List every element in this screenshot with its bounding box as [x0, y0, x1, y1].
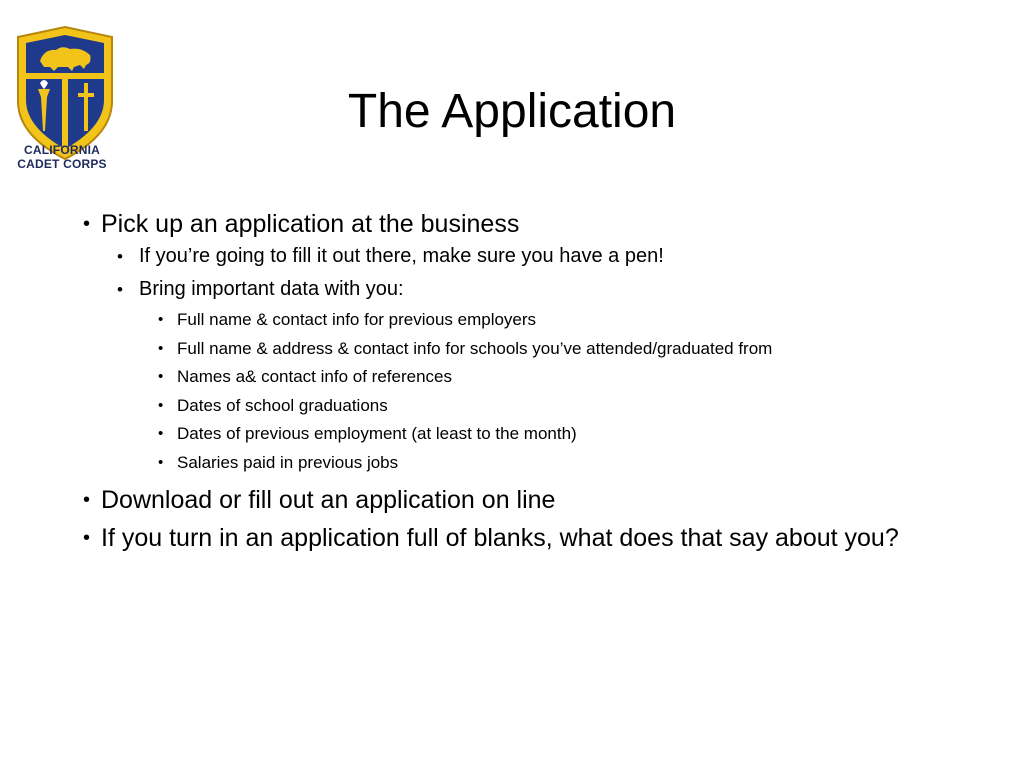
slide-title: The Application	[347, 85, 677, 138]
sub-sub-bullet-text: Names a& contact info of references	[177, 367, 452, 387]
sub-bullet-text: If you’re going to fill it out there, make sure you have a pen!	[139, 245, 664, 267]
sub-bullet-text: Bring important data with you:	[139, 278, 404, 300]
bullet-dot-icon: •	[158, 453, 164, 471]
sub-sub-bullet-text: Dates of school graduations	[177, 395, 388, 415]
sub-sub-bullet-text: Salaries paid in previous jobs	[177, 452, 399, 472]
bullet-dot-icon: •	[158, 311, 164, 328]
bullet-text: Pick up an application at the business	[101, 210, 520, 238]
bullet-dot-icon: •	[158, 368, 164, 386]
bullet-dot-icon: •	[117, 247, 123, 266]
slide-body	[80, 208, 940, 554]
sub-sub-bullet-item	[80, 449, 940, 478]
logo-caption-line2: CADET CORPS	[17, 157, 107, 171]
bullet-item	[80, 522, 940, 554]
bullet-dot-icon: •	[158, 396, 164, 414]
bullet-item	[80, 484, 940, 516]
bullet-dot-icon: •	[158, 339, 164, 357]
sub-sub-bullet-item	[80, 420, 940, 449]
bullet-dot-icon: •	[83, 488, 91, 511]
sub-sub-bullet-item	[80, 392, 940, 421]
bullet-dot-icon: •	[117, 280, 123, 299]
sub-bullet-item	[80, 273, 940, 306]
bullet-dot-icon: •	[83, 526, 91, 549]
bullet-text: If you turn in an application full of blanks, what does that say about you?	[101, 523, 899, 552]
sub-sub-bullet-item	[80, 306, 940, 335]
sub-bullet-item	[80, 240, 940, 273]
sub-sub-bullet-item	[80, 335, 940, 364]
bullet-text: Download or fill out an application on line	[101, 485, 556, 514]
sub-sub-bullet-text: Dates of previous employment (at least to the month)	[177, 424, 577, 444]
sub-sub-bullet-text: Full name & contact info for previous employers	[177, 310, 537, 329]
bullet-item	[80, 208, 940, 240]
logo-caption-line1: CALIFORNIA	[24, 143, 100, 157]
bullet-dot-icon: •	[158, 425, 164, 443]
bullet-dot-icon: •	[83, 213, 91, 235]
sub-sub-bullet-item	[80, 363, 940, 392]
sub-sub-bullet-text: Full name & address & contact info for schools you’ve attended/graduated from	[177, 338, 773, 358]
